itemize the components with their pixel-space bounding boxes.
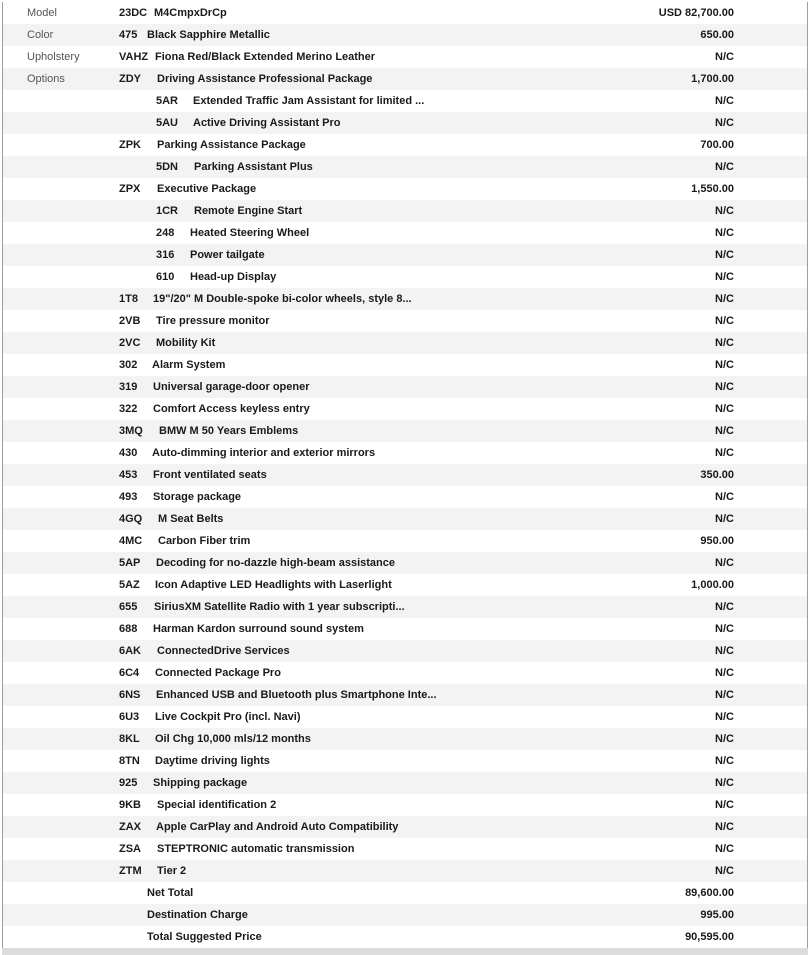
option-description: Extended Traffic Jam Assistant for limited ... <box>193 95 425 107</box>
total-price: 90,595.00 <box>685 931 734 943</box>
option-description: Oil Chg 10,000 mls/12 months <box>155 733 311 745</box>
option-price: N/C <box>715 425 734 437</box>
option-price: N/C <box>715 315 734 327</box>
option-description: Enhanced USB and Bluetooth plus Smartphone Inte... <box>156 689 437 701</box>
option-description: Parking Assistant Plus <box>194 161 313 173</box>
option-price: 1,000.00 <box>691 579 734 591</box>
option-code: 6AK <box>119 645 142 657</box>
option-price: N/C <box>715 821 734 833</box>
row-label: Model <box>27 7 57 19</box>
option-description: Parking Assistance Package <box>157 139 306 151</box>
table-row <box>3 156 807 178</box>
option-code: 319 <box>119 381 138 393</box>
table-row <box>3 706 807 728</box>
table-row <box>3 816 807 838</box>
option-code: 1CR <box>156 205 179 217</box>
option-code: 5AP <box>119 557 141 569</box>
table-row <box>3 552 807 574</box>
option-price: N/C <box>715 557 734 569</box>
option-code: ZDY <box>119 73 141 85</box>
option-price: N/C <box>715 205 734 217</box>
option-price: N/C <box>715 733 734 745</box>
table-row <box>3 750 807 772</box>
table-row <box>3 508 807 530</box>
option-description: Special identification 2 <box>157 799 277 811</box>
option-price: N/C <box>715 645 734 657</box>
option-code: 248 <box>156 227 175 239</box>
table-row <box>3 486 807 508</box>
row-model <box>3 2 807 24</box>
option-price: N/C <box>715 601 734 613</box>
table-row <box>3 266 807 288</box>
table-row <box>3 200 807 222</box>
option-description: 19"/20" M Double-spoke bi-color wheels, style 8... <box>153 293 412 305</box>
option-price: 950.00 <box>700 535 734 547</box>
option-price: N/C <box>715 865 734 877</box>
table-row <box>3 860 807 882</box>
row-upholstery <box>3 46 807 68</box>
option-code: ZPX <box>119 183 141 195</box>
option-description: Icon Adaptive LED Headlights with Laserlight <box>155 579 392 591</box>
option-price: N/C <box>715 227 734 239</box>
option-description: SiriusXM Satellite Radio with 1 year subscripti... <box>154 601 405 613</box>
option-description: Power tailgate <box>190 249 265 261</box>
option-description: Mobility Kit <box>156 337 216 349</box>
option-code: 322 <box>119 403 138 415</box>
option-code: 453 <box>119 469 138 481</box>
table-row <box>3 244 807 266</box>
price-sheet <box>2 2 808 948</box>
option-price: 650.00 <box>700 29 734 41</box>
table-row <box>3 574 807 596</box>
option-price: N/C <box>715 403 734 415</box>
option-price: N/C <box>715 843 734 855</box>
option-code: 430 <box>119 447 138 459</box>
table-row <box>3 596 807 618</box>
option-code: 1T8 <box>119 293 138 305</box>
table-row <box>3 618 807 640</box>
option-description: M4CmpxDrCp <box>154 7 227 19</box>
option-description: Auto-dimming interior and exterior mirrors <box>152 447 376 459</box>
option-description: Remote Engine Start <box>194 205 303 217</box>
option-code: VAHZ <box>119 51 149 63</box>
option-code: 655 <box>119 601 138 613</box>
table-row <box>3 288 807 310</box>
option-price: N/C <box>715 51 734 63</box>
total-label: Net Total <box>147 887 194 899</box>
option-code: 925 <box>119 777 138 789</box>
total-price: 89,600.00 <box>685 887 734 899</box>
table-row <box>3 178 807 200</box>
option-price: N/C <box>715 161 734 173</box>
option-price: N/C <box>715 249 734 261</box>
row-label: Color <box>27 29 54 41</box>
table-row <box>3 310 807 332</box>
option-code: 688 <box>119 623 138 635</box>
table-row <box>3 332 807 354</box>
option-description: Apple CarPlay and Android Auto Compatibility <box>156 821 399 833</box>
option-code: 4MC <box>119 535 143 547</box>
table-row <box>3 838 807 860</box>
option-description: Daytime driving lights <box>155 755 270 767</box>
option-description: Harman Kardon surround sound system <box>153 623 364 635</box>
option-description: Active Driving Assistant Pro <box>193 117 341 129</box>
option-price: 350.00 <box>700 469 734 481</box>
option-description: Storage package <box>153 491 242 503</box>
table-row <box>3 640 807 662</box>
option-description: Heated Steering Wheel <box>190 227 310 239</box>
option-price: 1,700.00 <box>691 73 734 85</box>
table-row <box>3 684 807 706</box>
table-row <box>3 464 807 486</box>
option-code: 2VB <box>119 315 141 327</box>
option-code: ZSA <box>119 843 141 855</box>
option-description: Driving Assistance Professional Package <box>157 73 373 85</box>
option-description: Front ventilated seats <box>153 469 267 481</box>
option-code: 8KL <box>119 733 140 745</box>
option-code: ZAX <box>119 821 141 833</box>
option-price: USD 82,700.00 <box>658 7 734 19</box>
option-price: N/C <box>715 623 734 635</box>
option-price: N/C <box>715 271 734 283</box>
option-description: BMW M 50 Years Emblems <box>159 425 299 437</box>
option-code: 5AZ <box>119 579 140 591</box>
option-code: 5AU <box>156 117 179 129</box>
bottom-scroll-area <box>2 948 808 955</box>
option-code: 475 <box>119 29 138 41</box>
table-row <box>3 112 807 134</box>
option-price: N/C <box>715 711 734 723</box>
total-label: Destination Charge <box>147 909 248 921</box>
option-code: 493 <box>119 491 138 503</box>
option-code: 5DN <box>156 161 179 173</box>
table-row <box>3 354 807 376</box>
option-price: 1,550.00 <box>691 183 734 195</box>
option-code: 610 <box>156 271 175 283</box>
table-row <box>3 222 807 244</box>
table-row <box>3 530 807 552</box>
option-code: 3MQ <box>119 425 143 437</box>
option-code: 4GQ <box>119 513 143 525</box>
option-description: Tier 2 <box>157 865 187 877</box>
option-code: 9KB <box>119 799 142 811</box>
option-price: N/C <box>715 359 734 371</box>
option-description: M Seat Belts <box>158 513 224 525</box>
option-code: 2VC <box>119 337 141 349</box>
row-label: Options <box>27 73 65 85</box>
option-code: ZTM <box>119 865 142 877</box>
option-price: N/C <box>715 293 734 305</box>
option-description: Universal garage-door opener <box>153 381 310 393</box>
option-description: Executive Package <box>157 183 257 195</box>
option-description: Shipping package <box>153 777 248 789</box>
table-row <box>3 134 807 156</box>
total-row-suggested <box>3 926 807 948</box>
option-code: 6NS <box>119 689 141 701</box>
option-description: ConnectedDrive Services <box>157 645 290 657</box>
table-row <box>3 376 807 398</box>
total-row-net <box>3 882 807 904</box>
option-description: Head-up Display <box>190 271 277 283</box>
table-row <box>3 90 807 112</box>
table-row <box>3 442 807 464</box>
total-row-destination <box>3 904 807 926</box>
option-price: N/C <box>715 689 734 701</box>
option-price: N/C <box>715 799 734 811</box>
table-row <box>3 772 807 794</box>
row-label: Upholstery <box>27 51 80 63</box>
option-code: 8TN <box>119 755 140 767</box>
option-code: 6C4 <box>119 667 140 679</box>
option-description: Fiona Red/Black Extended Merino Leather <box>155 51 376 63</box>
table-row <box>3 662 807 684</box>
option-description: Alarm System <box>152 359 226 371</box>
option-description: Decoding for no-dazzle high-beam assistance <box>156 557 395 569</box>
option-code: 302 <box>119 359 138 371</box>
option-price: N/C <box>715 491 734 503</box>
row-color <box>3 24 807 46</box>
option-price: N/C <box>715 777 734 789</box>
option-description: Live Cockpit Pro (incl. Navi) <box>155 711 301 723</box>
option-description: Carbon Fiber trim <box>158 535 251 547</box>
option-price: N/C <box>715 117 734 129</box>
table-row <box>3 420 807 442</box>
table-row <box>3 728 807 750</box>
option-description: Connected Package Pro <box>155 667 281 679</box>
option-code: 6U3 <box>119 711 140 723</box>
option-description: STEPTRONIC automatic transmission <box>157 843 355 855</box>
option-price: N/C <box>715 95 734 107</box>
option-code: ZPK <box>119 139 141 151</box>
option-price: N/C <box>715 447 734 459</box>
option-description: Black Sapphire Metallic <box>147 29 270 41</box>
option-price: N/C <box>715 667 734 679</box>
option-price: N/C <box>715 755 734 767</box>
option-price: N/C <box>715 337 734 349</box>
option-description: Comfort Access keyless entry <box>153 403 310 415</box>
total-label: Total Suggested Price <box>147 931 262 943</box>
table-row <box>3 398 807 420</box>
option-description: Tire pressure monitor <box>156 315 270 327</box>
option-price: N/C <box>715 381 734 393</box>
row-options <box>3 68 807 90</box>
option-price: N/C <box>715 513 734 525</box>
option-price: 700.00 <box>700 139 734 151</box>
option-code: 316 <box>156 249 175 261</box>
table-row <box>3 794 807 816</box>
option-code: 23DC <box>119 7 148 19</box>
option-code: 5AR <box>156 95 179 107</box>
total-price: 995.00 <box>700 909 734 921</box>
